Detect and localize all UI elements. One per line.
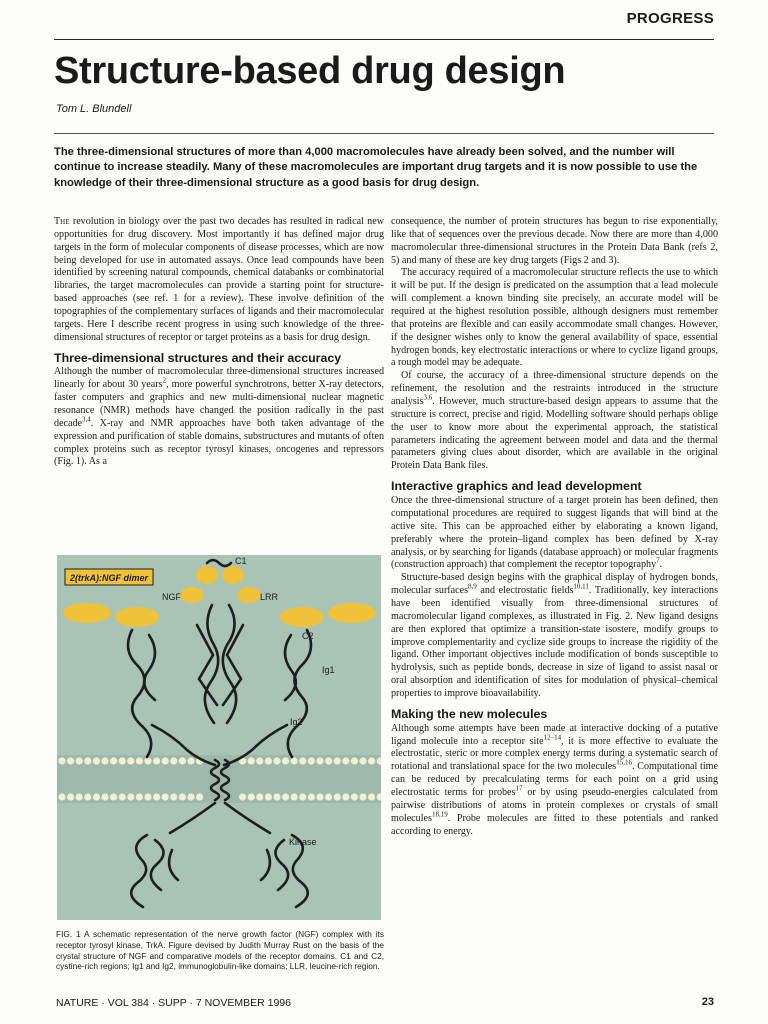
text-run: . Probe molecules are fitted to these potentials and ranked according to energy. <box>391 812 718 837</box>
membrane-bead <box>136 793 143 800</box>
journal-citation: NATURE · VOL 384 · SUPP · 7 NOVEMBER 1996 <box>56 997 291 1009</box>
c1-domain <box>222 566 244 584</box>
membrane-bead <box>325 793 332 800</box>
lrr-domain <box>237 587 261 603</box>
continuation-paragraph: consequence, the number of protein structures has begun to rise exponentially, like that of sequences over the previous decade. Now there are more than 4,000 macromolecular three-dimensional structures in the Protein Data Bank (refs 2, 5) and many of these are key drug targets (Figs 2 and 3). <box>391 216 718 266</box>
membrane-bead <box>144 757 151 764</box>
c2-domain <box>328 603 376 623</box>
membrane-bead <box>93 757 100 764</box>
membrane-bead <box>282 757 289 764</box>
article-author: Tom L. Blundell <box>56 103 132 115</box>
membrane-bead <box>359 793 366 800</box>
c2-domain <box>280 607 324 627</box>
membrane-bead <box>101 793 108 800</box>
membrane-bead <box>76 793 83 800</box>
membrane-bead <box>359 757 366 764</box>
membrane-bead <box>308 757 315 764</box>
c1-domain <box>196 566 218 584</box>
membrane-bead <box>84 757 91 764</box>
membrane-bead <box>299 793 306 800</box>
membrane-bead <box>351 757 358 764</box>
membrane-bead <box>187 793 194 800</box>
membrane-bead <box>299 757 306 764</box>
design-paragraph <box>391 572 718 701</box>
membrane-bead <box>119 793 126 800</box>
header-rule <box>54 39 714 40</box>
membrane-bead <box>119 757 126 764</box>
reference-mark: 18,19 <box>431 810 448 819</box>
text-run: Although the number of macromolecular three-dimensional structures increased linearly for about 30 years <box>54 366 384 391</box>
membrane-bead <box>153 793 160 800</box>
reference-mark: 2 <box>162 376 167 385</box>
text-run: and electrostatic fields <box>476 585 574 597</box>
membrane-bead <box>58 757 65 764</box>
label-ngf: NGF <box>162 592 181 602</box>
text-run: Of course, the accuracy of a three-dimensional structure depends on the refinement, the resolution and the restraints introduced in the structure analysis <box>391 370 718 408</box>
membrane-bead <box>291 757 298 764</box>
lrr-domain <box>180 587 204 603</box>
heading-interactive-graphics: Interactive graphics and lead development <box>391 479 642 494</box>
membrane-bead <box>110 793 117 800</box>
text-run: . However, much structure-based design appears to assume that the structure is correct, precise and rigid. Modelling software should perhaps oblige the user to know more about the experimental approach, the statistical parameters indicating the agreement between model and data and the thermal parameters giving clues about disorder, which are available in the original Protein Data Bank files. <box>391 396 718 472</box>
left-column <box>54 216 384 469</box>
membrane-bead <box>248 793 255 800</box>
membrane-bead <box>170 757 177 764</box>
intro-paragraph <box>54 216 384 345</box>
membrane-bead <box>316 793 323 800</box>
heading-structures-accuracy: Three-dimensional structures and their accuracy <box>54 350 342 365</box>
membrane-bead <box>162 793 169 800</box>
heading-new-molecules: Making the new molecules <box>391 706 548 721</box>
membrane-bead <box>368 793 375 800</box>
text-run: . <box>659 559 663 571</box>
label-c1: C1 <box>235 556 247 566</box>
text-run: Once the three-dimensional structure of a target protein has been defined, then computational procedures are required to suggest ligands that will bind at the active site. This can be approached either by elaborating a known ligand, preferably where the protein–ligand complex has been defined by X-ray analysis, or by searching for ligands (database approach) or molecular fragments (construction approach) that complement the receptor topography <box>391 495 718 571</box>
accuracy-paragraph: The accuracy required of a macromolecular structure reflects the use to which it will be put. If the design is predicated on the assumption that a lead molecule will complement a known binding site precisely, an accurate model will be required at the highest resolution possible, although designers must remember that proteins are flexible and can easily accommodate small changes. However, if the designer wishes only to know the general availability of space, essential hydrogen bonds, key electrostatic interactions or where to cyclize ligand groups, a rough model may be adequate. <box>391 267 718 369</box>
membrane-bead <box>256 793 263 800</box>
figure-title: 2(trkA):NGF dimer <box>70 573 149 583</box>
intro-text: revolution in biology over the past two decades has resulted in radical new opportunities for drug discovery. Most importantly it has defined major drug targets in the form of molecular components of disease processes, which are now being developed for use in automated assays. Once lead compounds have been identified by screening natural compounds, chemical databanks or combinatorial libraries, the target macromolecules can provide a starting point for structure-based approaches (see ref. 1 for a review). These involve definition of the topographies of the complementary surfaces of ligands and their macromolecular targets. Here I describe recent progress in using such knowledge of the three-dimensional structures of receptor or target proteins as a basis for drug design. <box>54 216 384 343</box>
membrane-bead <box>127 757 134 764</box>
label-ig2: Ig2 <box>290 717 303 727</box>
membrane-bead <box>265 793 272 800</box>
membrane-bead <box>334 757 341 764</box>
membrane-bead <box>273 793 280 800</box>
reference-mark: 3,6 <box>423 393 433 402</box>
intro-lead: The <box>54 216 70 227</box>
membrane-bead <box>351 793 358 800</box>
text-run: Although some attempts have been made at interactive docking of a putative ligand molecule into a receptor site <box>391 722 718 747</box>
membrane-bead <box>153 757 160 764</box>
page-number: 23 <box>701 996 714 1008</box>
reference-mark: 8,9 <box>468 582 477 591</box>
membrane-bead <box>316 757 323 764</box>
c2-domain <box>115 607 159 627</box>
text-run: , it is more effective to evaluate the electrostatic, steric or more complex energy terms during a systematic search of rotational and translational space for the two molecules <box>391 735 718 773</box>
membrane-bead <box>239 793 246 800</box>
figure-caption: FIG. 1 A schematic representation of the nerve growth factor (NGF) complex with its receptor tyrosyl kinase, TrkA. Figure devised by Judith Murray Rust on the basis of the crystal structure of NGF and comparative models of the receptor domains. C1 and C2, cystine-rich regions; Ig1 and Ig2, immunoglobulin-like domains; LLR, leucine-rich region. <box>56 929 384 972</box>
membrane-bead <box>342 757 349 764</box>
membrane-bead <box>248 757 255 764</box>
membrane-bead <box>334 793 341 800</box>
label-ig1: Ig1 <box>322 665 335 675</box>
label-kinase: Kinase <box>289 837 317 847</box>
membrane-bead <box>93 793 100 800</box>
membrane-bead <box>101 757 108 764</box>
membrane-bead <box>170 793 177 800</box>
membrane-bead <box>84 793 91 800</box>
membrane-bead <box>325 757 332 764</box>
membrane-bead <box>196 793 203 800</box>
label-c2: C2 <box>302 631 314 641</box>
membrane-bead <box>127 793 134 800</box>
standfirst-rule <box>54 133 714 134</box>
reference-mark: 10,11 <box>573 582 589 591</box>
membrane-bead <box>76 757 83 764</box>
membrane-bead <box>67 757 74 764</box>
graphics-paragraph <box>391 495 718 572</box>
reference-mark: 7 <box>656 557 660 565</box>
membrane-bead <box>110 757 117 764</box>
membrane-bead <box>187 757 194 764</box>
membrane-bead <box>282 793 289 800</box>
membrane-bead <box>291 793 298 800</box>
c2-domain <box>63 603 111 623</box>
label-lrr: LRR <box>260 592 279 602</box>
text-run: . Traditionally, key interactions have been identified visually from three-dimensional structures of macromolecular ligand complexes, as illustrated in Fig. 2. New ligand designs are then explored that optimize a transition-state isostere, modify groups to improve complementarity and cyclize side groups to increase the rigidity of the ligand. Other important objectives include modification of bonds susceptible to hydrolysis, such as peptide bonds, decrease in size of ligand to assist nasal or oral absorption and identification of sites for modulation of physical–chemical properties to improve bioavailability. <box>391 585 718 699</box>
text-run: . X-ray and NMR approaches have both taken advantage of the expression and purification of stable domains, substructures and mutants of often complex proteins such as receptor tyrosyl kinases, oncogenes and repressors (Fig. 1). As a <box>54 417 384 468</box>
text-run: . Computational time can be reduced by precalculating terms for each point on a grid using electrostatic terms for probes <box>391 761 718 798</box>
membrane-bead <box>368 757 375 764</box>
text-run: , more powerful synchrotrons, better X-ray detectors, faster computers and graphics and new multi-dimensional nuclear magnetic resonance (NMR) methods have changed the position radically in the past decade <box>54 379 384 429</box>
membrane-bead <box>136 757 143 764</box>
reference-mark: 3,4 <box>82 415 91 424</box>
membrane-bead <box>58 793 65 800</box>
article-title: Structure-based drug design <box>54 50 566 92</box>
reference-mark: 12–14 <box>543 733 562 742</box>
membrane-bead <box>265 757 272 764</box>
refinement-paragraph <box>391 370 718 473</box>
membrane-bead <box>273 757 280 764</box>
membrane-bead <box>179 793 186 800</box>
molecules-paragraph <box>391 723 718 839</box>
section-label: PROGRESS <box>626 10 714 27</box>
structures-paragraph <box>54 366 384 469</box>
membrane-bead <box>308 793 315 800</box>
membrane-bead <box>179 757 186 764</box>
reference-mark: 17 <box>515 784 523 793</box>
ngf-trka-illustration <box>57 555 381 920</box>
membrane-bead <box>67 793 74 800</box>
standfirst: The three-dimensional structures of more than 4,000 macromolecules have already been solved, and the number will continue to increase steadily. Many of these macromolecules are important drug targets and it is now possible to use the knowledge of their three-dimensional structure as a good basis for drug design. <box>54 146 698 189</box>
text-run: Structure-based design begins with the graphical display of hydrogen bonds, molecular surfaces <box>391 572 718 597</box>
right-column <box>391 216 718 838</box>
membrane-bead <box>256 757 263 764</box>
figure-1 <box>57 555 381 920</box>
membrane-bead <box>342 793 349 800</box>
membrane-bead <box>162 757 169 764</box>
membrane-bead <box>144 793 151 800</box>
reference-mark: 15,16 <box>616 758 632 767</box>
text-run: or by using pseudo-energies calculated from pairwise distributions of atoms in protein complexes or crystals of small molecules <box>391 786 719 824</box>
